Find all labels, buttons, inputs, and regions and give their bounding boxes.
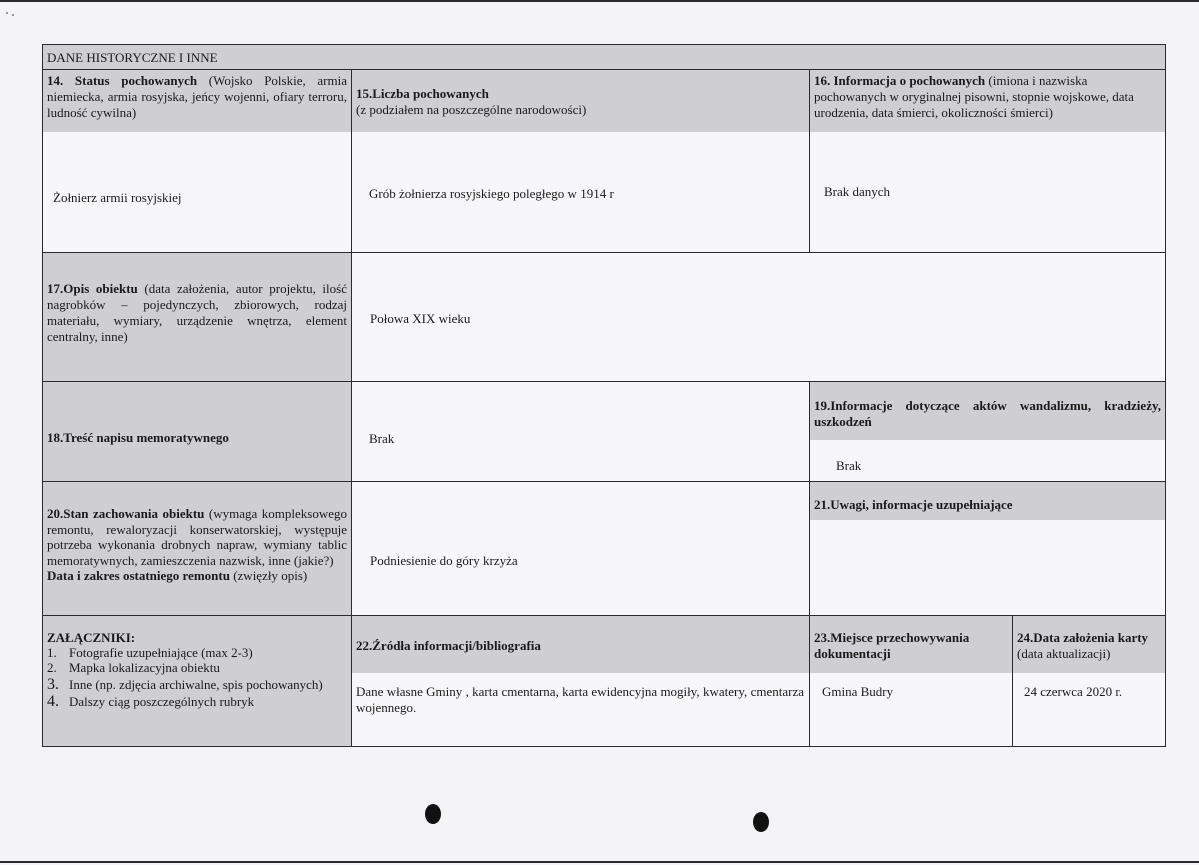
scan-speck <box>12 14 14 16</box>
field-20-value: Podniesienie do góry krzyża <box>370 553 518 568</box>
field-14-value: Żołnierz armii rosyjskiej <box>53 190 182 205</box>
attachments-title: ZAŁĄCZNIKI: <box>47 630 136 645</box>
field-22-value: Dane własne Gminy , karta cmentarna, karta ewidencyjna mogiły, kwatery, cmentarza wojennego. <box>356 684 804 715</box>
field-14-label: 14. Status pochowanych (Wojsko Polskie, armia niemiecka, armia rosyjska, jeńcy wojenni, ofiary terroru, ludność cywilna) <box>47 73 347 120</box>
field-14-status <box>42 69 352 253</box>
field-16-info <box>809 69 1166 253</box>
attachment-item: 1. Fotografie uzupełniające (max 2-3) <box>47 645 253 660</box>
field-21-label: 21.Uwagi, informacje uzupełniające <box>814 497 1013 512</box>
field-23-value: Gmina Budry <box>822 684 894 699</box>
field-24-label: 24.Data założenia karty (data aktualizacji) <box>1017 630 1149 661</box>
field-23-storage <box>809 615 1013 747</box>
binder-hole <box>425 804 441 824</box>
field-15-value: Grób żołnierza rosyjskiego poległego w 1914 r <box>369 186 614 201</box>
field-21-notes <box>809 481 1166 616</box>
scan-speck <box>6 12 8 14</box>
field-18-value: Brak <box>369 431 395 446</box>
section-title: DANE HISTORYCZNE I INNE <box>47 50 218 65</box>
binder-hole <box>753 812 769 832</box>
field-17-value-cell <box>351 252 1166 382</box>
field-20-label: 20.Stan zachowania obiektu (wymaga kompleksowego remontu, rewaloryzacji konserwatorskiej, występuje potrzeba wykonania drobnych napraw, wymiany tablic memoratywnych, zamieszczenia nazwisk, inne (jakie?) Data i zakres ostatniego remontu (zwięzły opis) <box>47 506 347 583</box>
section-header <box>42 44 1166 70</box>
attachments-cell <box>42 615 352 747</box>
field-19-value: Brak <box>836 458 862 473</box>
field-18-value-cell <box>351 381 810 482</box>
attachment-item: 3. Inne (np. zdjęcia archiwalne, spis pochowanych) <box>47 676 323 693</box>
field-23-label: 23.Miejsce przechowywania dokumentacji <box>814 630 970 661</box>
field-24-value: 24 czerwca 2020 r. <box>1024 684 1123 699</box>
attachments-list <box>47 645 347 709</box>
field-22-sources <box>351 615 810 747</box>
attachment-item: 4. Dalszy ciąg poszczególnych rubryk <box>47 693 255 710</box>
field-24-date <box>1012 615 1166 747</box>
field-18-inscription <box>42 381 352 482</box>
field-22-label: 22.Źródła informacji/bibliografia <box>356 638 541 653</box>
attachments-block <box>43 616 351 709</box>
field-20-value-cell <box>351 481 810 616</box>
field-16-label: 16. Informacja o pochowanych (imiona i nazwiska pochowanych w oryginalnej pisowni, stopnie wojskowe, data urodzenia, data śmierci, okoliczności śmierci) <box>814 73 1134 120</box>
field-19-vandalism <box>809 381 1166 482</box>
page-bottom-border <box>0 861 1199 863</box>
field-17-label: 17.Opis obiektu (data założenia, autor projektu, ilość nagrobków – pojedynczych, zbiorowych, rodzaj materiału, wymiary, urządzenie wnętrza, element centralny, inne) <box>47 281 347 344</box>
field-20-condition <box>42 481 352 616</box>
historical-data-form <box>42 44 1166 747</box>
page-top-border <box>0 0 1199 2</box>
field-17-description <box>42 252 352 382</box>
field-18-label: 18.Treść napisu memoratywnego <box>47 430 229 445</box>
field-17-value: Połowa XIX wieku <box>370 311 471 326</box>
field-19-label: 19.Informacje dotyczące aktów wandalizmu, kradzieży, uszkodzeń <box>814 398 1161 429</box>
field-15-count <box>351 69 810 253</box>
field-15-label: 15.Liczba pochowanych (z podziałem na poszczególne narodowości) <box>356 86 587 117</box>
field-16-value: Brak danych <box>824 184 891 199</box>
attachment-item: 2. Mapka lokalizacyjna obiektu <box>47 660 220 675</box>
